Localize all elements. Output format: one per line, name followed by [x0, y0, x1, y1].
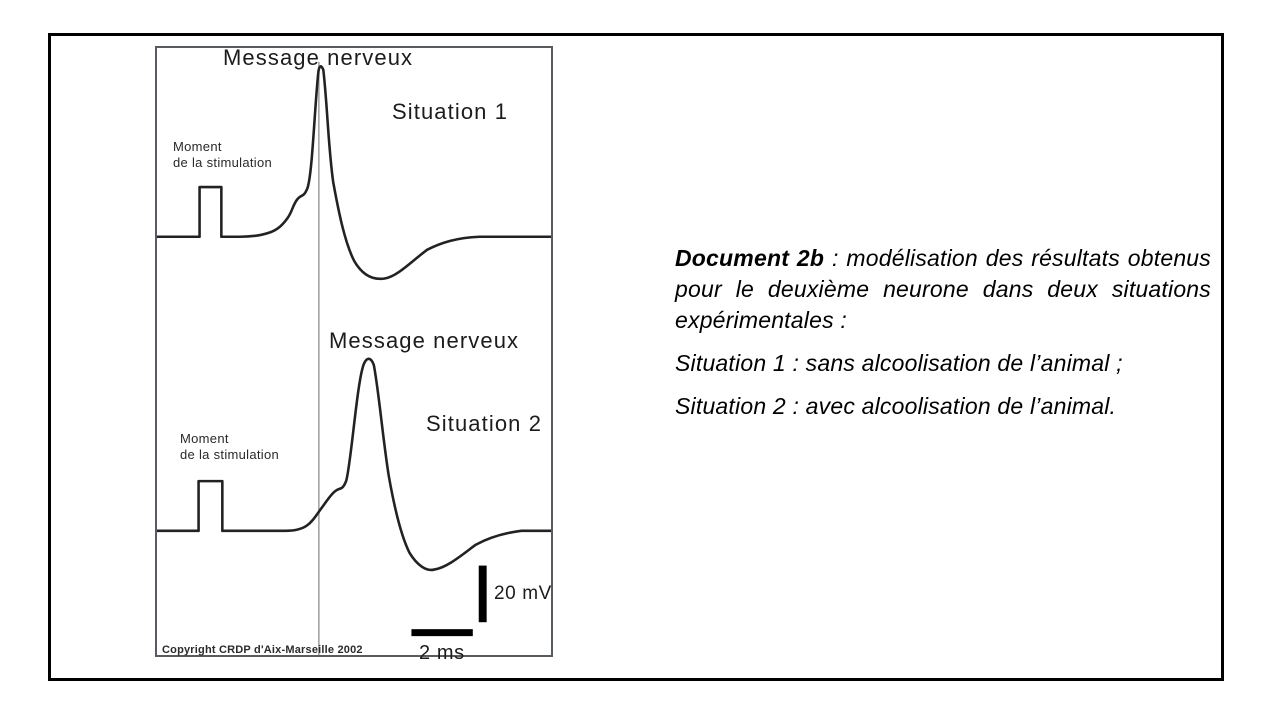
situation-1-label: Situation 1: [392, 99, 509, 124]
stimulus-moment-line2: de la stimulation: [173, 155, 273, 170]
situation-2-label: Situation 2: [426, 411, 543, 436]
caption-intro-paragraph: [675, 243, 1211, 336]
message-nerveux-label-2: Message nerveux: [329, 328, 520, 353]
caption-situation-2: Situation 2 : avec alcoolisation de l’animal.: [675, 393, 1117, 419]
stimulus-moment-label-2: [180, 431, 279, 463]
caption-block: [675, 243, 1211, 434]
voltage-scale-bar: [479, 566, 487, 623]
voltage-scale-label: 20 mV: [494, 583, 552, 604]
document-frame: [48, 33, 1224, 681]
stimulus-moment-line1: Moment: [173, 139, 222, 154]
stimulus-moment-line1: Moment: [180, 431, 229, 446]
time-scale-label: 2 ms: [419, 642, 465, 664]
trace-situation-2: [157, 359, 551, 570]
copyright-notice: Copyright CRDP d'Aix-Marseille 2002: [162, 644, 363, 656]
caption-title: Document 2b: [675, 245, 825, 271]
caption-situation-1: Situation 1 : sans alcoolisation de l’animal ;: [675, 350, 1123, 376]
stimulus-moment-label-1: [173, 139, 272, 171]
caption-separator: :: [824, 245, 847, 271]
stimulus-moment-line2: de la stimulation: [180, 447, 280, 462]
caption-intro-text: modélisation des résultats obtenus pour le deuxième neurone dans deux situations expérimentales :: [675, 245, 1211, 333]
figure-panel: [155, 45, 553, 664]
message-nerveux-label-1: Message nerveux: [223, 45, 414, 70]
time-scale-bar: [411, 629, 472, 636]
